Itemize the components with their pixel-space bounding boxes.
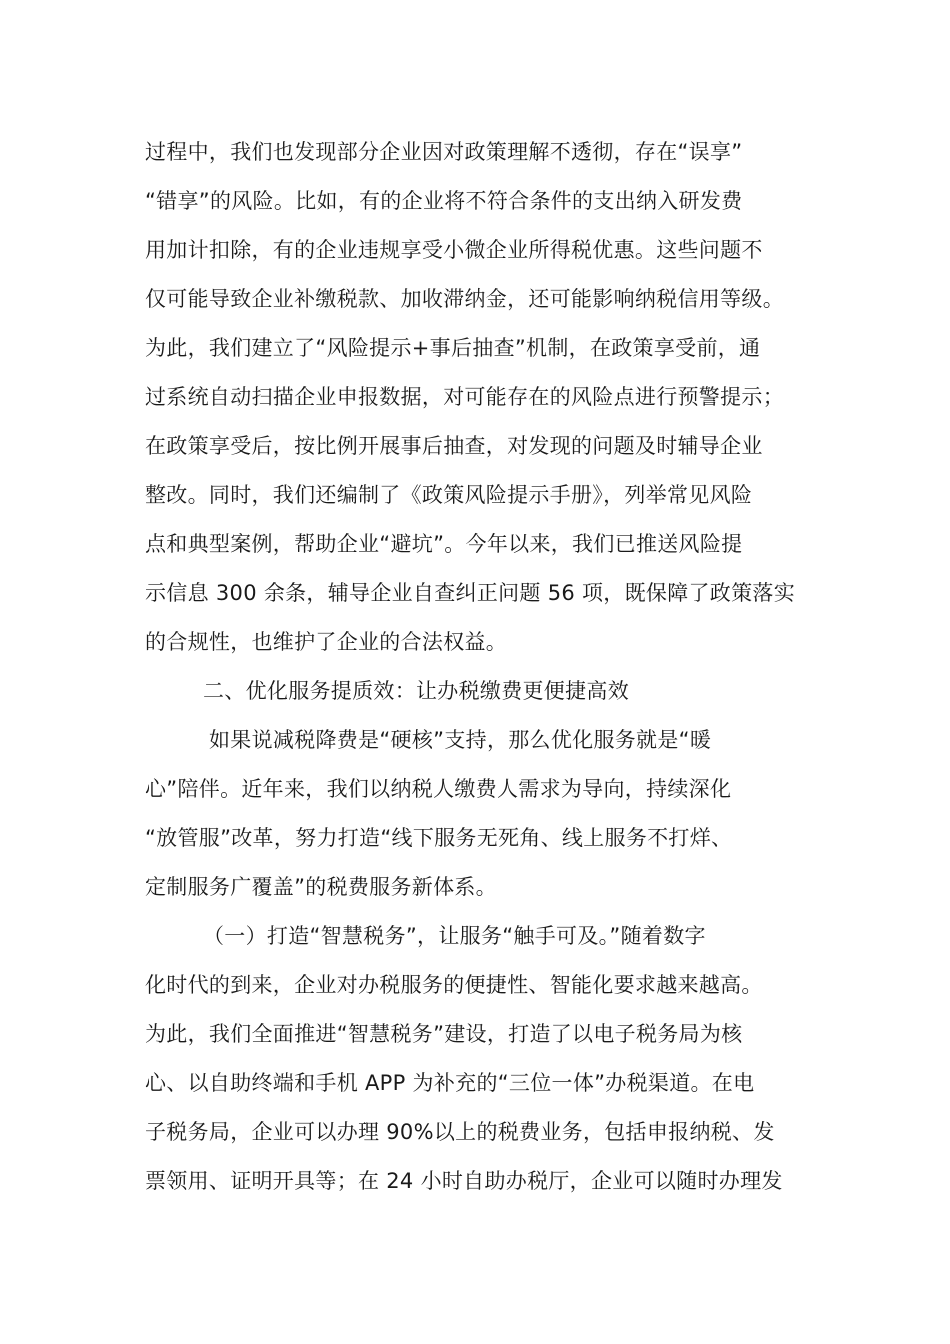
text-line: “错享”的风险。比如，有的企业将不符合条件的支出纳入研发费 bbox=[145, 189, 743, 213]
text-line: 过程中，我们也发现部分企业因对政策理解不透彻，存在“误享” bbox=[145, 140, 743, 164]
text-line: 子税务局，企业可以办理 90%以上的税费业务，包括申报纳税、发 bbox=[145, 1120, 775, 1144]
text-line: 为此，我们全面推进“智慧税务”建设，打造了以电子税务局为核 bbox=[145, 1022, 743, 1046]
text-line: 为此，我们建立了“风险提示+事后抽查”机制，在政策享受前，通 bbox=[145, 336, 761, 360]
text-line: 心、以自助终端和手机 APP 为补充的“三位一体”办税渠道。在电 bbox=[145, 1071, 755, 1095]
text-line: 如果说减税降费是“硬核”支持，那么优化服务就是“暖 bbox=[209, 728, 712, 752]
subsection-line: （一）打造“智慧税务”，让服务“触手可及。”随着数字 bbox=[203, 924, 706, 948]
text-line: 用加计扣除，有的企业违规享受小微企业所得税优惠。这些问题不 bbox=[145, 238, 763, 262]
text-line: 的合规性，也维护了企业的合法权益。 bbox=[145, 630, 508, 654]
text-line: 过系统自动扫描企业申报数据，对可能存在的风险点进行预警提示； bbox=[145, 385, 784, 409]
text-line: 仅可能导致企业补缴税款、加收滞纳金，还可能影响纳税信用等级。 bbox=[145, 287, 784, 311]
text-line: 点和典型案例，帮助企业“避坑”。今年以来，我们已推送风险提 bbox=[145, 532, 743, 556]
text-line: “放管服”改革，努力打造“线下服务无死角、线上服务不打烊、 bbox=[145, 826, 733, 850]
section-heading: 二、优化服务提质效：让办税缴费更便捷高效 bbox=[203, 679, 629, 703]
text-line: 在政策享受后，按比例开展事后抽查，对发现的问题及时辅导企业 bbox=[145, 434, 763, 458]
text-line: 定制服务广覆盖”的税费服务新体系。 bbox=[145, 875, 497, 899]
text-line: 整改。同时，我们还编制了《政策风险提示手册》，列举常见风险 bbox=[145, 483, 753, 507]
text-line: 票领用、证明开具等；在 24 小时自助办税厅，企业可以随时办理发 bbox=[145, 1169, 783, 1193]
text-line: 化时代的到来，企业对办税服务的便捷性、智能化要求越来越高。 bbox=[145, 973, 763, 997]
text-line: 示信息 300 余条，辅导企业自查纠正问题 56 项，既保障了政策落实 bbox=[145, 581, 796, 605]
text-line: 心”陪伴。近年来，我们以纳税人缴费人需求为导向，持续深化 bbox=[145, 777, 732, 801]
